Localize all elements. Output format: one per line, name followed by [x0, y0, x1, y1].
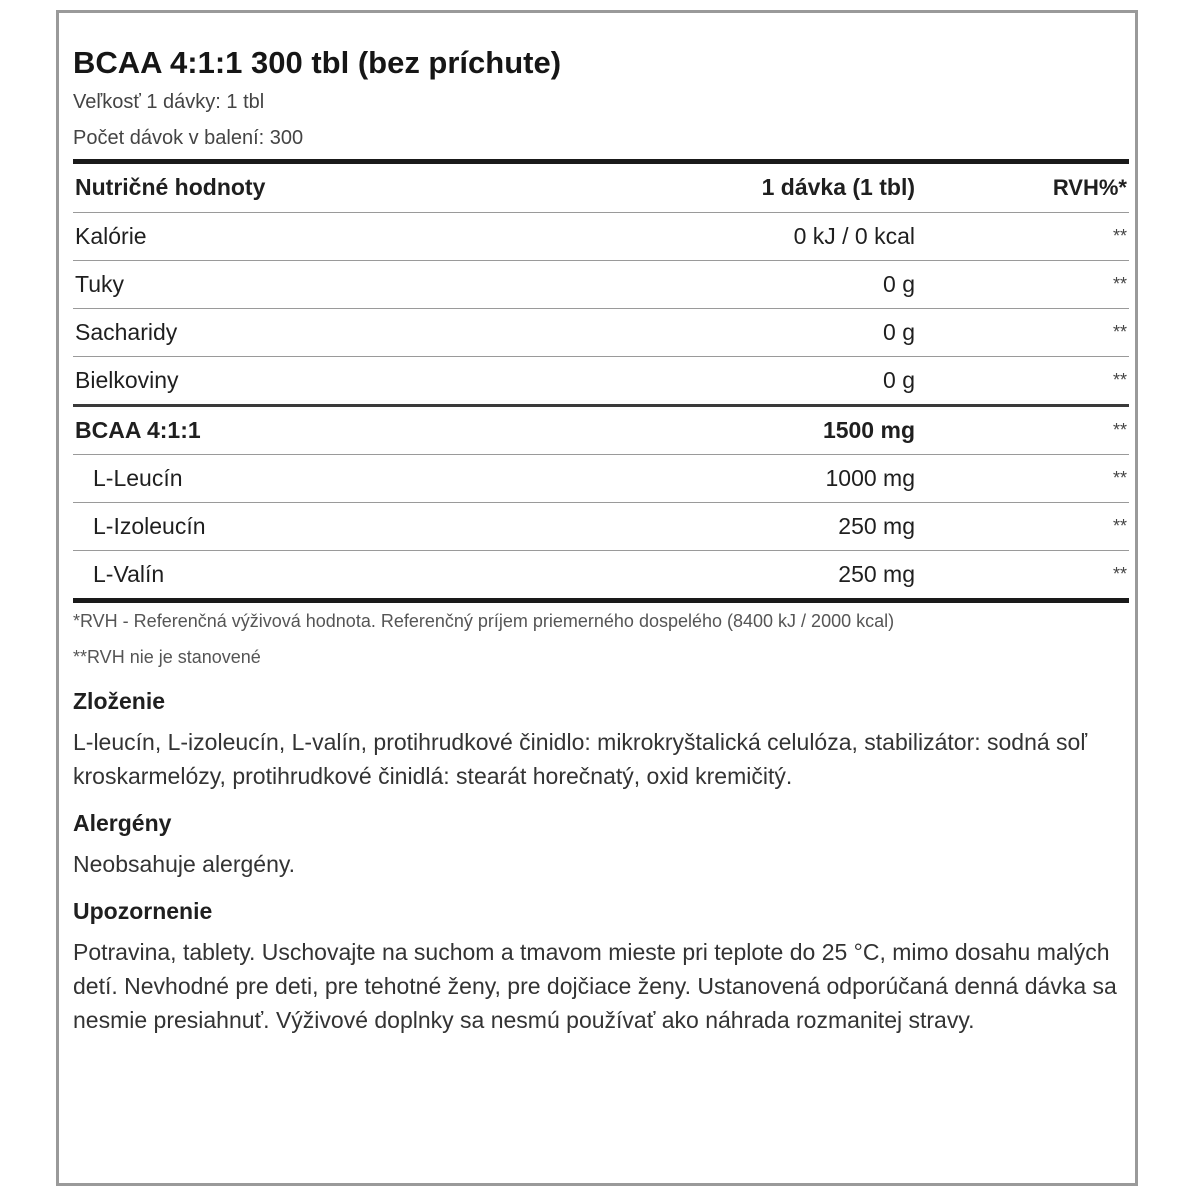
- row-amount: 0 kJ / 0 kcal: [793, 223, 915, 249]
- table-row: [73, 261, 1129, 309]
- row-amount: 0 g: [883, 271, 915, 297]
- servings-per-pack: Počet dávok v balení: 300: [73, 127, 304, 149]
- table-row: [73, 551, 1129, 598]
- warning-heading: Upozornenie: [73, 898, 213, 924]
- row-amount: 0 g: [883, 367, 915, 393]
- bcaa-name: BCAA 4:1:1: [75, 417, 201, 443]
- row-rvh: **: [1112, 370, 1127, 390]
- row-rvh: **: [1112, 516, 1127, 536]
- row-name: L-Valín: [93, 561, 165, 587]
- row-name: L-Izoleucín: [93, 513, 206, 539]
- composition-heading: Zloženie: [73, 688, 166, 714]
- serving-size: Veľkosť 1 dávky: 1 tbl: [73, 91, 265, 113]
- row-rvh: **: [1112, 226, 1127, 246]
- header-serving: 1 dávka (1 tbl): [761, 174, 915, 200]
- row-amount: 250 mg: [838, 513, 915, 539]
- table-header-row: [73, 164, 1129, 213]
- allergens-text: Neobsahuje alergény.: [73, 851, 296, 877]
- bcaa-total-row: [73, 407, 1129, 455]
- table-row: [73, 309, 1129, 357]
- label-content: [73, 35, 1129, 1037]
- bcaa-amount: 1500 mg: [822, 417, 915, 443]
- table-row: [73, 357, 1129, 407]
- nutrition-label-panel: [56, 10, 1138, 1186]
- rvh-footnote: *RVH - Referenčná výživová hodnota. Referenčný príjem priemerného dospelého (8400 kJ / 2000 kcal): [73, 611, 895, 631]
- row-rvh: **: [1112, 468, 1127, 488]
- allergens-heading: Alergény: [73, 810, 172, 836]
- rvh-not-set-footnote: **RVH nie je stanovené: [73, 647, 261, 667]
- product-title: BCAA 4:1:1 300 tbl (bez príchute): [73, 45, 562, 80]
- header-rvh: RVH%*: [1052, 175, 1127, 200]
- row-name: Tuky: [75, 271, 124, 297]
- row-rvh: **: [1112, 274, 1127, 294]
- row-rvh: **: [1112, 322, 1127, 342]
- row-amount: 0 g: [883, 319, 915, 345]
- row-name: Sacharidy: [75, 319, 178, 345]
- row-rvh: **: [1112, 564, 1127, 584]
- row-name: Bielkoviny: [75, 367, 179, 393]
- row-name: Kalórie: [75, 223, 147, 249]
- table-row: [73, 213, 1129, 261]
- table-row: [73, 455, 1129, 503]
- warning-text: Potravina, tablety. Uschovajte na suchom a tmavom mieste pri teplote do 25 °C, mimo dosahu malých detí. Nevhodné pre deti, pre tehotné ženy, pre dojčiace ženy. Ustanovená odporúčaná denná dávka sa nesmie presiahnuť. Výživové doplnky sa nesmú používať ako náhrada rozmanitej stravy.: [73, 939, 1117, 1033]
- bcaa-rvh: **: [1112, 420, 1127, 440]
- header-nutrition: Nutričné hodnoty: [75, 174, 266, 200]
- table-bottom-rule: [73, 598, 1129, 603]
- table-row: [73, 503, 1129, 551]
- row-amount: 1000 mg: [825, 465, 915, 491]
- composition-text: L-leucín, L-izoleucín, L-valín, protihrudkové činidlo: mikrokryštalická celulóza, stabilizátor: sodná soľ kroskarmelózy, protihrudkové činidlá: stearát horečnatý, oxid kremičitý.: [73, 729, 1088, 789]
- row-name: L-Leucín: [93, 465, 183, 491]
- row-amount: 250 mg: [838, 561, 915, 587]
